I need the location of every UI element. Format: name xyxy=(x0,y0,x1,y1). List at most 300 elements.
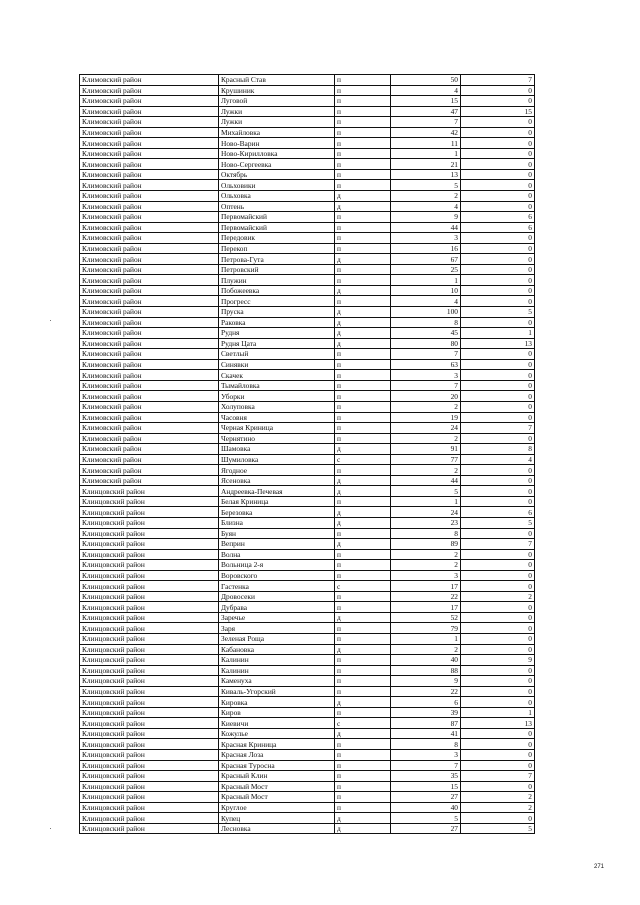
value-cell: 6 xyxy=(461,507,535,518)
type-cell: д xyxy=(335,285,391,296)
value-cell: 0 xyxy=(461,433,535,444)
district-cell: Клинцовский район xyxy=(80,612,219,623)
table-row xyxy=(80,539,535,550)
table-row xyxy=(80,349,535,360)
type-cell: п xyxy=(335,264,391,275)
district-cell: Климовский район xyxy=(80,138,219,149)
table-row xyxy=(80,328,535,339)
value-cell: 0 xyxy=(461,581,535,592)
settlement-cell: Заря xyxy=(219,623,335,634)
table-row xyxy=(80,191,535,202)
value-cell: 0 xyxy=(461,138,535,149)
type-cell: п xyxy=(335,148,391,159)
settlements-table xyxy=(79,74,535,834)
population-cell: 17 xyxy=(391,581,461,592)
value-cell: 0 xyxy=(461,264,535,275)
settlement-cell: Ново-Варин xyxy=(219,138,335,149)
population-cell: 24 xyxy=(391,507,461,518)
value-cell: 0 xyxy=(461,96,535,107)
type-cell: п xyxy=(335,802,391,813)
value-cell: 0 xyxy=(461,296,535,307)
value-cell: 0 xyxy=(461,243,535,254)
population-cell: 44 xyxy=(391,222,461,233)
settlement-cell: Лесновка xyxy=(219,823,335,834)
population-cell: 63 xyxy=(391,359,461,370)
population-cell: 16 xyxy=(391,243,461,254)
population-cell: 6 xyxy=(391,697,461,708)
type-cell: с xyxy=(335,454,391,465)
district-cell: Климовский район xyxy=(80,338,219,349)
settlement-cell: Луговой xyxy=(219,96,335,107)
type-cell: д xyxy=(335,338,391,349)
table-row xyxy=(80,317,535,328)
population-cell: 2 xyxy=(391,644,461,655)
settlement-cell: Буян xyxy=(219,528,335,539)
type-cell: п xyxy=(335,433,391,444)
type-cell: п xyxy=(335,106,391,117)
population-cell: 4 xyxy=(391,296,461,307)
type-cell: д xyxy=(335,328,391,339)
population-cell: 24 xyxy=(391,423,461,434)
settlement-cell: Волна xyxy=(219,549,335,560)
district-cell: Климовский район xyxy=(80,148,219,159)
district-cell: Клинцовский район xyxy=(80,739,219,750)
table-row xyxy=(80,254,535,265)
table-row xyxy=(80,454,535,465)
population-cell: 10 xyxy=(391,285,461,296)
table-row xyxy=(80,686,535,697)
type-cell: п xyxy=(335,180,391,191)
settlement-cell: Рудня xyxy=(219,328,335,339)
population-cell: 7 xyxy=(391,117,461,128)
settlement-cell: Веприн xyxy=(219,539,335,550)
district-cell: Климовский район xyxy=(80,401,219,412)
value-cell: 6 xyxy=(461,222,535,233)
settlement-cell: Близна xyxy=(219,517,335,528)
table-row xyxy=(80,412,535,423)
settlement-cell: Круглое xyxy=(219,802,335,813)
population-cell: 8 xyxy=(391,317,461,328)
population-cell: 22 xyxy=(391,686,461,697)
settlement-cell: Черная Криница xyxy=(219,423,335,434)
population-cell: 3 xyxy=(391,233,461,244)
type-cell: п xyxy=(335,212,391,223)
value-cell: 0 xyxy=(461,676,535,687)
district-cell: Климовский район xyxy=(80,359,219,370)
district-cell: Клинцовский район xyxy=(80,750,219,761)
value-cell: 0 xyxy=(461,570,535,581)
settlement-cell: Гастенка xyxy=(219,581,335,592)
district-cell: Климовский район xyxy=(80,307,219,318)
table-row xyxy=(80,496,535,507)
value-cell: 0 xyxy=(461,560,535,571)
type-cell: п xyxy=(335,781,391,792)
value-cell: 15 xyxy=(461,106,535,117)
value-cell: 8 xyxy=(461,444,535,455)
value-cell: 0 xyxy=(461,317,535,328)
district-cell: Клинцовский район xyxy=(80,570,219,581)
district-cell: Климовский район xyxy=(80,264,219,275)
population-cell: 19 xyxy=(391,412,461,423)
settlement-cell: Оптень xyxy=(219,201,335,212)
type-cell: с xyxy=(335,581,391,592)
table-row xyxy=(80,75,535,86)
population-cell: 3 xyxy=(391,570,461,581)
settlement-cell: Кировка xyxy=(219,697,335,708)
type-cell: п xyxy=(335,496,391,507)
type-cell: п xyxy=(335,138,391,149)
value-cell: 0 xyxy=(461,465,535,476)
district-cell: Климовский район xyxy=(80,212,219,223)
value-cell: 0 xyxy=(461,159,535,170)
value-cell: 0 xyxy=(461,285,535,296)
district-cell: Климовский район xyxy=(80,201,219,212)
type-cell: п xyxy=(335,633,391,644)
value-cell: 0 xyxy=(461,169,535,180)
district-cell: Клинцовский район xyxy=(80,633,219,644)
type-cell: д xyxy=(335,697,391,708)
value-cell: 7 xyxy=(461,423,535,434)
district-cell: Клинцовский район xyxy=(80,539,219,550)
type-cell: д xyxy=(335,191,391,202)
value-cell: 0 xyxy=(461,697,535,708)
settlement-cell: Шамовка xyxy=(219,444,335,455)
table-row xyxy=(80,169,535,180)
district-cell: Климовский район xyxy=(80,127,219,138)
district-cell: Клинцовский район xyxy=(80,813,219,824)
population-cell: 11 xyxy=(391,138,461,149)
table-row xyxy=(80,307,535,318)
type-cell: п xyxy=(335,750,391,761)
table-row xyxy=(80,359,535,370)
table-row xyxy=(80,655,535,666)
type-cell: д xyxy=(335,475,391,486)
district-cell: Климовский район xyxy=(80,243,219,254)
district-cell: Клинцовский район xyxy=(80,676,219,687)
value-cell: 0 xyxy=(461,117,535,128)
table-row xyxy=(80,222,535,233)
population-cell: 7 xyxy=(391,380,461,391)
settlement-cell: Красный Мост xyxy=(219,792,335,803)
type-cell: п xyxy=(335,655,391,666)
settlement-cell: Заречье xyxy=(219,612,335,623)
type-cell: п xyxy=(335,602,391,613)
population-cell: 40 xyxy=(391,802,461,813)
table-row xyxy=(80,739,535,750)
population-cell: 5 xyxy=(391,486,461,497)
population-cell: 23 xyxy=(391,517,461,528)
district-cell: Клинцовский район xyxy=(80,644,219,655)
population-cell: 2 xyxy=(391,191,461,202)
type-cell: д xyxy=(335,307,391,318)
district-cell: Климовский район xyxy=(80,254,219,265)
population-cell: 7 xyxy=(391,760,461,771)
type-cell: п xyxy=(335,686,391,697)
value-cell: 13 xyxy=(461,718,535,729)
settlement-cell: Ольховики xyxy=(219,180,335,191)
type-cell: п xyxy=(335,707,391,718)
population-cell: 13 xyxy=(391,169,461,180)
settlement-cell: Октябрь xyxy=(219,169,335,180)
value-cell: 0 xyxy=(461,612,535,623)
table-row xyxy=(80,750,535,761)
value-cell: 0 xyxy=(461,275,535,286)
population-cell: 2 xyxy=(391,433,461,444)
value-cell: 0 xyxy=(461,191,535,202)
settlement-cell: Передовик xyxy=(219,233,335,244)
district-cell: Климовский район xyxy=(80,85,219,96)
table-row xyxy=(80,391,535,402)
district-cell: Клинцовский район xyxy=(80,665,219,676)
settlement-cell: Красная Туросна xyxy=(219,760,335,771)
population-cell: 79 xyxy=(391,623,461,634)
settlement-cell: Лужки xyxy=(219,117,335,128)
district-cell: Клинцовский район xyxy=(80,655,219,666)
type-cell: п xyxy=(335,760,391,771)
value-cell: 0 xyxy=(461,380,535,391)
settlement-cell: Березовка xyxy=(219,507,335,518)
value-cell: 7 xyxy=(461,75,535,86)
district-cell: Клинцовский район xyxy=(80,781,219,792)
district-cell: Клинцовский район xyxy=(80,560,219,571)
district-cell: Климовский район xyxy=(80,159,219,170)
settlement-cell: Синявки xyxy=(219,359,335,370)
value-cell: 0 xyxy=(461,475,535,486)
value-cell: 0 xyxy=(461,148,535,159)
population-cell: 50 xyxy=(391,75,461,86)
settlement-cell: Крушиник xyxy=(219,85,335,96)
settlement-cell: Первомайский xyxy=(219,212,335,223)
settlement-cell: Ягодное xyxy=(219,465,335,476)
district-cell: Климовский район xyxy=(80,423,219,434)
settlement-cell: Красный Клин xyxy=(219,771,335,782)
settlement-cell: Плужин xyxy=(219,275,335,286)
district-cell: Клинцовский район xyxy=(80,623,219,634)
population-cell: 45 xyxy=(391,328,461,339)
value-cell: 0 xyxy=(461,496,535,507)
settlement-cell: Первомайский xyxy=(219,222,335,233)
type-cell: п xyxy=(335,222,391,233)
type-cell: д xyxy=(335,254,391,265)
value-cell: 7 xyxy=(461,539,535,550)
settlement-cell: Красная Лоза xyxy=(219,750,335,761)
value-cell: 4 xyxy=(461,454,535,465)
table-row xyxy=(80,771,535,782)
type-cell: п xyxy=(335,296,391,307)
district-cell: Климовский район xyxy=(80,275,219,286)
value-cell: 0 xyxy=(461,127,535,138)
table-row xyxy=(80,285,535,296)
district-cell: Клинцовский район xyxy=(80,528,219,539)
value-cell: 5 xyxy=(461,307,535,318)
settlement-cell: Шумиловка xyxy=(219,454,335,465)
settlement-cell: Часовня xyxy=(219,412,335,423)
type-cell: д xyxy=(335,823,391,834)
table-row xyxy=(80,275,535,286)
population-cell: 67 xyxy=(391,254,461,265)
district-cell: Климовский район xyxy=(80,285,219,296)
table-row xyxy=(80,85,535,96)
table-row xyxy=(80,676,535,687)
district-cell: Клинцовский район xyxy=(80,486,219,497)
value-cell: 0 xyxy=(461,644,535,655)
table-row xyxy=(80,380,535,391)
district-cell: Клинцовский район xyxy=(80,549,219,560)
population-cell: 80 xyxy=(391,338,461,349)
type-cell: п xyxy=(335,349,391,360)
district-cell: Климовский район xyxy=(80,180,219,191)
district-cell: Климовский район xyxy=(80,317,219,328)
table-row xyxy=(80,718,535,729)
district-cell: Климовский район xyxy=(80,169,219,180)
table-row xyxy=(80,644,535,655)
population-cell: 39 xyxy=(391,707,461,718)
district-cell: Климовский район xyxy=(80,433,219,444)
population-cell: 40 xyxy=(391,655,461,666)
table-row xyxy=(80,697,535,708)
population-cell: 100 xyxy=(391,307,461,318)
district-cell: Климовский район xyxy=(80,349,219,360)
district-cell: Климовский район xyxy=(80,117,219,128)
population-cell: 5 xyxy=(391,813,461,824)
table-row xyxy=(80,549,535,560)
value-cell: 0 xyxy=(461,391,535,402)
table-row xyxy=(80,528,535,539)
district-cell: Климовский район xyxy=(80,233,219,244)
district-cell: Климовский район xyxy=(80,96,219,107)
district-cell: Климовский район xyxy=(80,370,219,381)
settlement-cell: Ольховка xyxy=(219,191,335,202)
type-cell: д xyxy=(335,612,391,623)
value-cell: 5 xyxy=(461,823,535,834)
table-row xyxy=(80,127,535,138)
type-cell: п xyxy=(335,380,391,391)
table-row xyxy=(80,201,535,212)
value-cell: 0 xyxy=(461,623,535,634)
type-cell: п xyxy=(335,169,391,180)
table-row xyxy=(80,570,535,581)
population-cell: 89 xyxy=(391,539,461,550)
settlement-cell: Тымайловка xyxy=(219,380,335,391)
value-cell: 0 xyxy=(461,602,535,613)
settlement-cell: Белая Криница xyxy=(219,496,335,507)
settlement-cell: Дровосеки xyxy=(219,591,335,602)
population-cell: 21 xyxy=(391,159,461,170)
type-cell: п xyxy=(335,233,391,244)
settlement-cell: Петрова-Гута xyxy=(219,254,335,265)
settlement-cell: Прогресс xyxy=(219,296,335,307)
value-cell: 0 xyxy=(461,633,535,644)
settlement-cell: Чернятино xyxy=(219,433,335,444)
table-row xyxy=(80,338,535,349)
table-row xyxy=(80,138,535,149)
district-cell: Климовский район xyxy=(80,191,219,202)
type-cell: д xyxy=(335,517,391,528)
population-cell: 41 xyxy=(391,728,461,739)
type-cell: п xyxy=(335,560,391,571)
type-cell: п xyxy=(335,370,391,381)
type-cell: д xyxy=(335,813,391,824)
population-cell: 8 xyxy=(391,528,461,539)
scan-speck xyxy=(50,828,51,829)
population-cell: 4 xyxy=(391,85,461,96)
settlement-cell: Холуповка xyxy=(219,401,335,412)
population-cell: 7 xyxy=(391,349,461,360)
district-cell: Клинцовский район xyxy=(80,707,219,718)
table-row xyxy=(80,296,535,307)
population-cell: 17 xyxy=(391,602,461,613)
value-cell: 0 xyxy=(461,549,535,560)
table-row xyxy=(80,212,535,223)
table-row xyxy=(80,433,535,444)
type-cell: п xyxy=(335,85,391,96)
value-cell: 7 xyxy=(461,771,535,782)
population-cell: 91 xyxy=(391,444,461,455)
population-cell: 22 xyxy=(391,591,461,602)
district-cell: Клинцовский район xyxy=(80,507,219,518)
population-cell: 25 xyxy=(391,264,461,275)
type-cell: п xyxy=(335,549,391,560)
district-cell: Клинцовский район xyxy=(80,792,219,803)
district-cell: Клинцовский район xyxy=(80,802,219,813)
settlement-cell: Каменуха xyxy=(219,676,335,687)
table-row xyxy=(80,475,535,486)
settlement-cell: Киевичи xyxy=(219,718,335,729)
district-cell: Климовский район xyxy=(80,75,219,86)
type-cell: п xyxy=(335,465,391,476)
settlement-cell: Кабановка xyxy=(219,644,335,655)
population-cell: 1 xyxy=(391,275,461,286)
value-cell: 2 xyxy=(461,802,535,813)
table-row xyxy=(80,707,535,718)
district-cell: Климовский район xyxy=(80,296,219,307)
type-cell: п xyxy=(335,570,391,581)
type-cell: п xyxy=(335,528,391,539)
settlement-cell: Красная Криница xyxy=(219,739,335,750)
population-cell: 47 xyxy=(391,106,461,117)
population-cell: 42 xyxy=(391,127,461,138)
population-cell: 2 xyxy=(391,560,461,571)
value-cell: 0 xyxy=(461,85,535,96)
table-row xyxy=(80,665,535,676)
type-cell: д xyxy=(335,539,391,550)
settlement-cell: Ново-Сергеевка xyxy=(219,159,335,170)
value-cell: 0 xyxy=(461,739,535,750)
table-row xyxy=(80,444,535,455)
type-cell: п xyxy=(335,117,391,128)
type-cell: п xyxy=(335,96,391,107)
value-cell: 0 xyxy=(461,401,535,412)
settlement-cell: Андреевка-Печевая xyxy=(219,486,335,497)
table-row xyxy=(80,792,535,803)
district-cell: Клинцовский район xyxy=(80,823,219,834)
settlement-cell: Уборки xyxy=(219,391,335,402)
table-row xyxy=(80,633,535,644)
population-cell: 1 xyxy=(391,496,461,507)
value-cell: 0 xyxy=(461,180,535,191)
district-cell: Климовский район xyxy=(80,328,219,339)
district-cell: Клинцовский район xyxy=(80,728,219,739)
district-cell: Климовский район xyxy=(80,380,219,391)
type-cell: п xyxy=(335,359,391,370)
table-row xyxy=(80,465,535,476)
value-cell: 0 xyxy=(461,781,535,792)
district-cell: Климовский район xyxy=(80,391,219,402)
settlement-cell: Кожулье xyxy=(219,728,335,739)
settlement-cell: Раковка xyxy=(219,317,335,328)
district-cell: Климовский район xyxy=(80,412,219,423)
population-cell: 88 xyxy=(391,665,461,676)
